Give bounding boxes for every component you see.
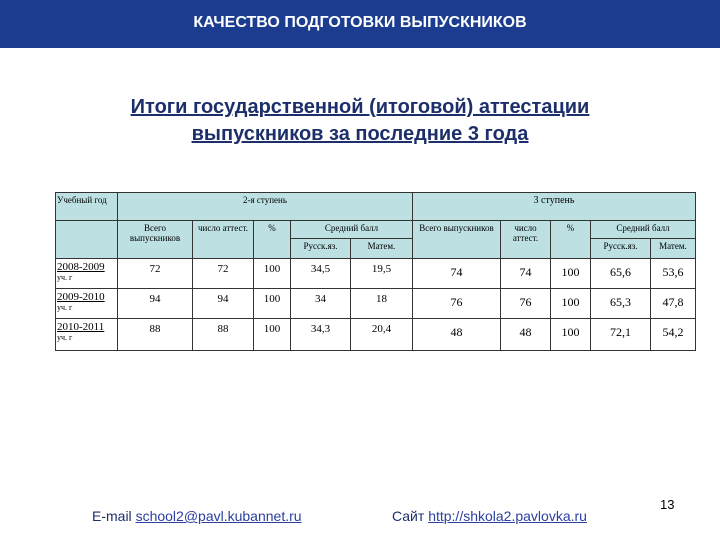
site-label: Сайт [392, 508, 429, 524]
year-value: 2008-2009 [57, 261, 105, 273]
stage3-cell: 76 [501, 289, 551, 319]
table-row [56, 289, 696, 319]
stage2-cell: 94 [193, 289, 254, 319]
slide-title-line2: выпускников за последние 3 года [191, 123, 529, 145]
s2-total-header: Всего выпускников [118, 221, 193, 259]
year-unit: уч. г [57, 333, 73, 342]
results-table [55, 192, 696, 351]
s2-certified-header: число аттест. [193, 221, 254, 259]
stage3-cell: 47,8 [651, 289, 696, 319]
slide-title [0, 94, 720, 148]
s2-percent-header: % [254, 221, 291, 259]
stage3-cell: 100 [551, 289, 591, 319]
s3-certified-header: число аттест. [501, 221, 551, 259]
s3-math-header: Матем. [651, 239, 696, 259]
s3-total-header: Всего выпускников [413, 221, 501, 259]
stage3-cell: 65,3 [591, 289, 651, 319]
stage3-header: 3 ступень [413, 193, 696, 221]
stage2-cell: 100 [254, 259, 291, 289]
stage2-cell: 100 [254, 289, 291, 319]
stage3-cell: 48 [413, 319, 501, 351]
email-label: E-mail [92, 508, 136, 524]
year-value: 2009-2010 [57, 291, 105, 303]
stage2-header: 2-я ступень [118, 193, 413, 221]
site-footer [392, 508, 587, 524]
stage2-cell: 88 [118, 319, 193, 351]
stage2-cell: 88 [193, 319, 254, 351]
s2-math-header: Матем. [351, 239, 413, 259]
stage2-cell: 18 [351, 289, 413, 319]
stage2-cell: 34,3 [291, 319, 351, 351]
page-number: 13 [660, 497, 675, 512]
stage3-cell: 48 [501, 319, 551, 351]
slide-header: КАЧЕСТВО ПОДГОТОВКИ ВЫПУСКНИКОВ [0, 0, 720, 48]
s2-avg-header: Средний балл [291, 221, 413, 239]
stage3-cell: 100 [551, 259, 591, 289]
slide-title-line1: Итоги государственной (итоговой) аттестации [130, 96, 590, 118]
stage3-cell: 72,1 [591, 319, 651, 351]
stage2-cell: 72 [193, 259, 254, 289]
stage3-cell: 76 [413, 289, 501, 319]
stage3-cell: 65,6 [591, 259, 651, 289]
stage3-cell: 53,6 [651, 259, 696, 289]
site-link[interactable]: http://shkola2.pavlovka.ru [428, 508, 587, 524]
stage2-cell: 72 [118, 259, 193, 289]
year-unit: уч. г [57, 303, 73, 312]
stage3-cell: 100 [551, 319, 591, 351]
stage2-cell: 34,5 [291, 259, 351, 289]
stage2-cell: 19,5 [351, 259, 413, 289]
year-subheader [56, 221, 118, 259]
stage3-cell: 74 [413, 259, 501, 289]
s2-rus-header: Русск.яз. [291, 239, 351, 259]
year-header: Учебный год [56, 193, 118, 221]
stage3-cell: 74 [501, 259, 551, 289]
s3-rus-header: Русск.яз. [591, 239, 651, 259]
stage2-cell: 94 [118, 289, 193, 319]
year-cell [56, 259, 118, 289]
table-row [56, 259, 696, 289]
year-cell [56, 319, 118, 351]
stage3-cell: 54,2 [651, 319, 696, 351]
stage2-cell: 34 [291, 289, 351, 319]
stage2-cell: 100 [254, 319, 291, 351]
year-unit: уч. г [57, 273, 73, 282]
stage2-cell: 20,4 [351, 319, 413, 351]
year-cell [56, 289, 118, 319]
email-footer [92, 508, 302, 524]
email-link[interactable]: school2@pavl.kubannet.ru [135, 508, 302, 524]
year-value: 2010-2011 [57, 321, 105, 333]
s3-percent-header: % [551, 221, 591, 259]
s3-avg-header: Средний балл [591, 221, 696, 239]
table-row [56, 319, 696, 351]
